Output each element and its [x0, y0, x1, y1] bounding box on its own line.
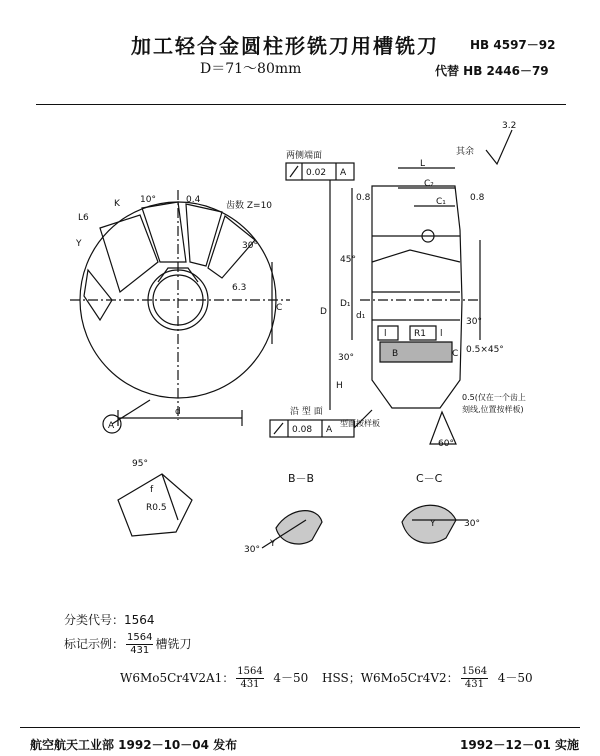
- material-2-fraction: [461, 666, 488, 691]
- label-chamfer-05x45: 0.5×45°: [466, 345, 504, 355]
- label-angle-30e: 30°: [464, 519, 480, 529]
- label-dim-R1: R1: [414, 329, 426, 339]
- page-title: 加工轻合金圆柱形铣刀用槽铣刀: [131, 34, 439, 58]
- label-dim-d1: d₁: [356, 311, 366, 321]
- material-1-prefix: W6Mo5Cr4V2A1：: [120, 671, 235, 685]
- label-rest: 其余: [456, 147, 475, 157]
- fraction-numerator: 1564: [461, 666, 488, 677]
- label-angle-60: 60°: [438, 439, 454, 449]
- label-section-c: C: [452, 349, 459, 359]
- fraction-denominator: 431: [240, 679, 260, 690]
- label-roughness-63: 6.3: [232, 283, 247, 293]
- material-1-fraction: [236, 666, 263, 691]
- label-dim-c: C: [276, 303, 283, 313]
- label-dim-l2: l: [440, 329, 443, 339]
- label-r08-b: 0.8: [470, 193, 485, 203]
- marking-example-suffix: 槽铣刀: [155, 637, 192, 651]
- issue-info: 航空航天工业部 1992－10－04 发布: [30, 738, 238, 752]
- label-dim-c2: C₂: [424, 179, 434, 189]
- label-r05: R0.5: [146, 503, 167, 513]
- label-view-a: A: [108, 421, 115, 431]
- label-flute-face: 沿 型 面: [290, 407, 323, 417]
- label-section-cc: C－C: [416, 472, 443, 485]
- label-dim-l: L: [420, 159, 426, 169]
- material-2-prefix: HSS；W6Mo5Cr4V2：: [322, 671, 459, 685]
- standard-number: HB 4597－92: [470, 38, 556, 52]
- effective-date: 1992－12－01 实施: [460, 738, 579, 752]
- label-dim-D1: D₁: [340, 299, 351, 309]
- label-y: Y: [76, 239, 82, 249]
- marking-example-prefix: 标记示例：: [64, 637, 125, 651]
- material-spec-2: [322, 666, 533, 691]
- label-k: K: [114, 199, 120, 209]
- header-divider: [36, 104, 566, 105]
- label-y3: Y: [430, 519, 436, 529]
- label-note-05: 0.5(仅在一个齿上: [462, 393, 526, 402]
- cutter-side-view: [330, 168, 480, 444]
- label-dim-D: D: [320, 307, 327, 317]
- label-both-ends: 两侧端面: [286, 151, 323, 161]
- footer-divider: [20, 727, 580, 728]
- label-angle-30d: 30°: [244, 545, 260, 555]
- label-angle-30: 30°: [242, 241, 258, 251]
- label-tol-1: 0.02: [306, 168, 327, 178]
- label-datum-a2: A: [326, 425, 333, 435]
- fraction-numerator: 1564: [237, 666, 263, 677]
- material-1-suffix: 4－50: [273, 671, 309, 685]
- material-spec-1: [120, 666, 308, 691]
- replaces-standard: 代替 HB 2446－79: [435, 64, 549, 78]
- fraction-denominator: 431: [464, 679, 484, 690]
- label-note-05b: 刻线,位置按样板): [462, 405, 524, 414]
- label-dim-d: d: [175, 407, 181, 417]
- label-chamfer-04: 0.4: [186, 195, 201, 205]
- label-angle-45: 45°: [340, 255, 356, 265]
- label-angle-30b: 30°: [466, 317, 482, 327]
- page-subtitle: D＝71～80mm: [200, 61, 302, 77]
- roughness-symbol: [486, 130, 512, 164]
- label-r08-a: 0.8: [356, 193, 371, 203]
- label-l6: L6: [78, 213, 89, 223]
- label-dim-f: f: [150, 485, 154, 495]
- label-profile-sample: 型面按样板: [340, 419, 380, 428]
- label-section-b: B: [392, 349, 399, 359]
- label-y2: Y: [270, 539, 276, 549]
- label-datum-a: A: [340, 168, 347, 178]
- cutter-front-view: [70, 190, 290, 433]
- marking-example-fraction: [126, 632, 153, 657]
- label-dim-H: H: [336, 381, 343, 391]
- fraction-numerator: 1564: [127, 632, 153, 643]
- label-tol-2: 0.08: [292, 425, 313, 435]
- label-section-bb: B－B: [288, 472, 315, 485]
- label-angle-95: 95°: [132, 459, 148, 469]
- material-2-suffix: 4－50: [497, 671, 533, 685]
- classification-code: 分类代号：1564: [64, 613, 155, 627]
- label-roughness-32: 3.2: [502, 121, 517, 131]
- label-dim-l1: l: [384, 329, 387, 339]
- label-teeth: 齿数 Z=10: [226, 201, 273, 211]
- fraction-denominator: 431: [130, 645, 150, 656]
- label-angle-30c: 30°: [338, 353, 354, 363]
- technical-drawing: [0, 110, 600, 580]
- label-angle-10: 10°: [140, 195, 156, 205]
- marking-example: [64, 632, 191, 657]
- label-dim-c1: C₁: [436, 197, 446, 207]
